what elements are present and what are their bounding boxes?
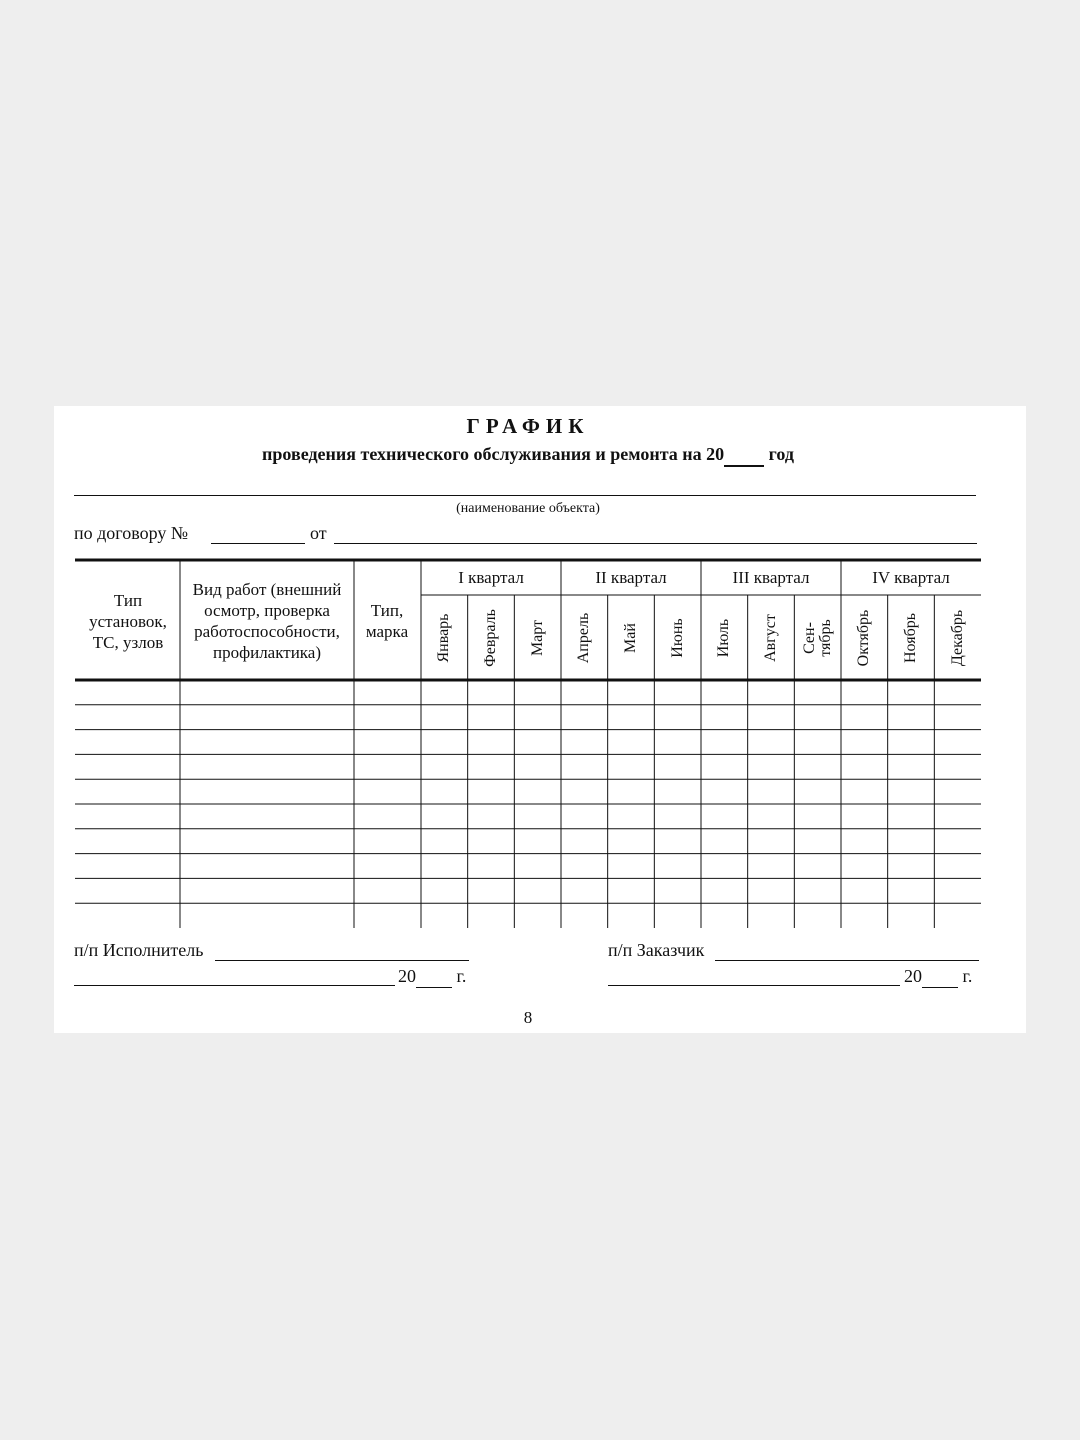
customer-signature-line — [715, 960, 979, 961]
month-label: Декабрь — [948, 609, 966, 666]
month-header — [841, 595, 888, 680]
month-header — [608, 595, 655, 680]
month-header — [701, 595, 748, 680]
month-label: Сен- тябрь — [800, 618, 834, 657]
object-caption: (наименование объекта) — [456, 501, 600, 516]
customer-date — [904, 966, 972, 988]
month-label: Май — [621, 622, 639, 653]
month-label: Апрель — [575, 612, 593, 663]
executor-label: п/п Исполнитель — [74, 940, 204, 960]
month-label: Октябрь — [855, 609, 873, 666]
customer-label: п/п Заказчик — [608, 940, 705, 960]
month-label: Июнь — [668, 617, 686, 658]
month-label: Март — [528, 619, 546, 656]
header-type-brand: Тип, марка — [365, 601, 409, 641]
page-number: 8 — [523, 1008, 533, 1027]
month-header — [794, 595, 841, 680]
quarter-header: IV квартал — [872, 568, 950, 587]
month-header — [934, 595, 981, 680]
month-label: Август — [761, 613, 779, 662]
header-type-units: Тип установок, ТС, узлов — [89, 590, 167, 652]
executor-year-prefix: 20 — [398, 966, 416, 986]
customer-year-prefix: 20 — [904, 966, 922, 986]
quarter-header: III квартал — [732, 568, 810, 587]
executor-year-blank — [416, 966, 452, 988]
customer-year-blank — [922, 966, 958, 988]
month-header — [654, 595, 701, 680]
quarter-header: II квартал — [595, 568, 667, 587]
customer-year-suffix: г. — [962, 966, 973, 986]
month-label: Февраль — [481, 608, 499, 667]
month-label: Январь — [435, 613, 453, 662]
subtitle-text: проведения технического обслуживания и ремонта на 20 — [262, 444, 725, 464]
month-header — [514, 595, 561, 680]
header-work-type: Вид работ (внешний осмотр, проверка работоспособности, профилактика) — [192, 580, 342, 662]
executor-date — [398, 966, 466, 988]
month-header — [748, 595, 795, 680]
month-label: Ноябрь — [901, 612, 919, 663]
month-header — [888, 595, 935, 680]
executor-signature-line — [215, 960, 469, 961]
document-title: ГРАФИК — [466, 414, 590, 438]
month-header — [468, 595, 515, 680]
month-header — [561, 595, 608, 680]
subtitle-suffix: год — [768, 444, 794, 464]
quarter-header: I квартал — [458, 568, 524, 587]
executor-date-line — [74, 985, 395, 986]
month-label: Июль — [715, 618, 733, 657]
customer-date-line — [608, 985, 900, 986]
month-header — [421, 595, 468, 680]
contract-label: по договору № — [74, 523, 189, 543]
executor-year-suffix: г. — [456, 966, 467, 986]
contract-from-label: от — [310, 523, 327, 543]
